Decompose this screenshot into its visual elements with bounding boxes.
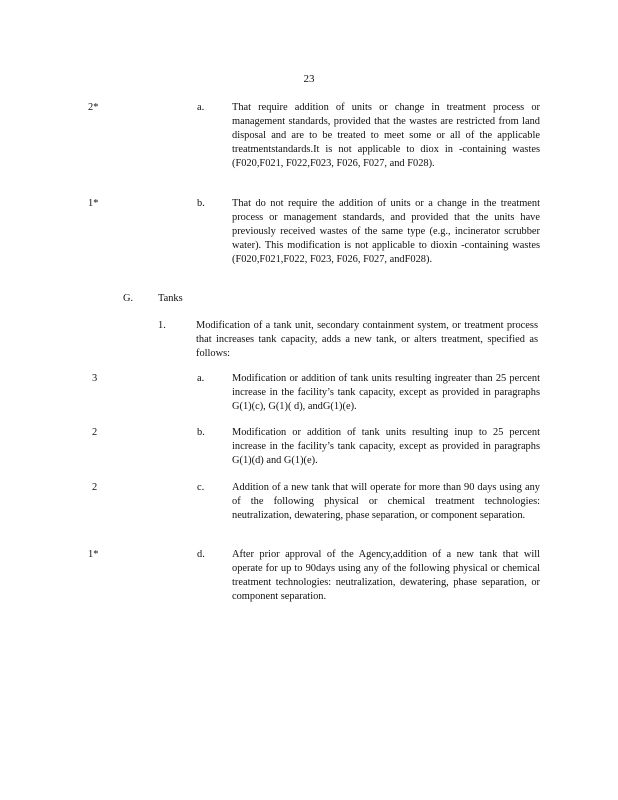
- item-text: Addition of a new tank that will operate for more than 90 days using any of the following physical or chemical treatment technologies: neutralization, dewatering, phase separation, or component separation.: [232, 482, 540, 521]
- item-text: Modification or addition of tank units resulting ingreater than 25 percent increase in the facility’s tank capacity, except as provided in paragraphs G(1)(c), G(1)( d), andG(1)(e).: [232, 373, 540, 412]
- item-letter: a.: [197, 373, 205, 384]
- class-label: 2: [92, 482, 98, 493]
- class-label: 2: [92, 427, 98, 438]
- item-text: After prior approval of the Agency,addition of a new tank that will operate for up to 90days using any of the following physical or chemical treatment technologies: neutralization, dewatering, phase separation, or component separation.: [232, 549, 540, 602]
- class-label: 3: [92, 373, 98, 384]
- item-text: That do not require the addition of units or a change in the treatment process or management standards, and provided that the units have previously received wastes of the same type (e.g., incinerator scrubber water). This modification is not applicable to dioxin -containing wastes (F020,F021,F022, F023, F026, F027, andF028).: [232, 198, 540, 265]
- class-label: 2*: [88, 102, 99, 113]
- page-number: 23: [303, 73, 315, 85]
- class-label: 1*: [88, 549, 99, 560]
- class-label: 1*: [88, 198, 99, 209]
- subsection-number: 1.: [158, 320, 166, 331]
- item-letter: b.: [197, 427, 205, 438]
- item-letter: d.: [197, 549, 205, 560]
- section-title: Tanks: [158, 293, 183, 304]
- item-letter: a.: [197, 102, 205, 113]
- item-text: That require addition of units or change in treatment process or management standards, provided that the wastes are restricted from land disposal and are to be treated to meet some or all of the applicable treatmentstandards.It is not applicable to diox in -containing wastes (F020,F021, F022,F023, F026, F027, and F028).: [232, 102, 540, 169]
- item-letter: b.: [197, 198, 205, 209]
- item-text: Modification or addition of tank units resulting inup to 25 percent increase in the facility’s tank capacity, except as provided in paragraphs G(1)(d) and G(1)(e).: [232, 427, 540, 466]
- section-letter: G.: [123, 293, 134, 304]
- item-letter: c.: [197, 482, 205, 493]
- subsection-text: Modification of a tank unit, secondary containment system, or treatment process that increases tank capacity, adds a new tank, or alters treatment, specified as follows:: [196, 320, 538, 359]
